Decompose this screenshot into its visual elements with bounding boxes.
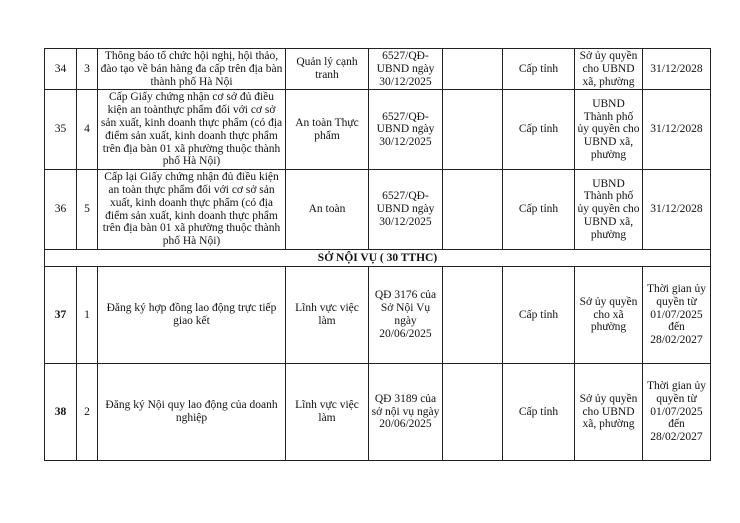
time-limit: 31/12/2028 bbox=[643, 170, 711, 250]
row-number: 37 bbox=[45, 266, 77, 363]
table-row bbox=[45, 90, 711, 170]
time-limit: 31/12/2028 bbox=[643, 90, 711, 170]
row-index: 3 bbox=[77, 49, 98, 90]
row-number: 38 bbox=[45, 363, 77, 460]
delegation: Sở ủy quyền cho xã phường bbox=[575, 266, 643, 363]
authority-level: Cấp tỉnh bbox=[503, 363, 575, 460]
delegation: Sở ủy quyền cho UBND xã, phường bbox=[575, 363, 643, 460]
procedure-name: Đăng ký Nội quy lao động của doanh nghiệp bbox=[98, 363, 286, 460]
blank-cell bbox=[443, 266, 503, 363]
row-number: 36 bbox=[45, 170, 77, 250]
procedure-field: Quản lý cạnh tranh bbox=[286, 49, 369, 90]
procedure-field: Lĩnh vực việc làm bbox=[286, 266, 369, 363]
authority-level: Cấp tỉnh bbox=[503, 49, 575, 90]
row-index: 4 bbox=[77, 90, 98, 170]
row-index: 1 bbox=[77, 266, 98, 363]
table-row bbox=[45, 49, 711, 90]
blank-cell bbox=[443, 90, 503, 170]
procedure-name: Đăng ký hợp đồng lao động trực tiếp giao kết bbox=[98, 266, 286, 363]
row-number: 34 bbox=[45, 49, 77, 90]
procedure-field: An toàn Thực phẩm bbox=[286, 90, 369, 170]
procedures-table bbox=[44, 48, 711, 461]
time-limit: 31/12/2028 bbox=[643, 49, 711, 90]
authority-level: Cấp tỉnh bbox=[503, 90, 575, 170]
delegation: UBND Thành phố ủy quyền cho UBND xã, phường bbox=[575, 90, 643, 170]
time-limit: Thời gian ủy quyền từ 01/07/2025 đến 28/02/2027 bbox=[643, 266, 711, 363]
procedure-name: Cấp lại Giấy chứng nhận đủ điều kiện an toàn thực phẩm đối với cơ sở sản xuất, kinh doanh thực phẩm (có địa điểm sản xuất, kinh doanh thực phẩm trên địa bàn 01 xã phường thuộc thành phố Hà Nội) bbox=[98, 170, 286, 250]
authority-level: Cấp tỉnh bbox=[503, 266, 575, 363]
row-index: 5 bbox=[77, 170, 98, 250]
authority-level: Cấp tỉnh bbox=[503, 170, 575, 250]
row-index: 2 bbox=[77, 363, 98, 460]
procedure-name: Cấp Giấy chứng nhận cơ sở đủ điều kiện an toànthực phẩm đối với cơ sở sản xuất, kinh doanh thực phẩm (có địa điểm sản xuất, kinh doanh thực phẩm trên địa bàn 01 xã phường thuộc thành phố Hà Nội) bbox=[98, 90, 286, 170]
delegation: Sở ủy quyền cho UBND xã, phường bbox=[575, 49, 643, 90]
blank-cell bbox=[443, 49, 503, 90]
procedure-field: Lĩnh vực việc làm bbox=[286, 363, 369, 460]
decision-ref: 6527/QĐ-UBND ngày 30/12/2025 bbox=[369, 90, 443, 170]
row-number: 35 bbox=[45, 90, 77, 170]
decision-ref: QĐ 3189 của sở nội vụ ngày 20/06/2025 bbox=[369, 363, 443, 460]
delegation: UBND Thành phố ủy quyền cho UBND xã, phường bbox=[575, 170, 643, 250]
section-row bbox=[45, 249, 711, 266]
table-row bbox=[45, 363, 711, 460]
procedure-name: Thông báo tổ chức hội nghị, hội thảo, đào tạo về bán hàng đa cấp trên địa bàn thành phố Hà Nội bbox=[98, 49, 286, 90]
blank-cell bbox=[443, 363, 503, 460]
procedure-field: An toàn bbox=[286, 170, 369, 250]
decision-ref: QĐ 3176 của Sở Nội Vụ ngày 20/06/2025 bbox=[369, 266, 443, 363]
blank-cell bbox=[443, 170, 503, 250]
decision-ref: 6527/QĐ-UBND ngày 30/12/2025 bbox=[369, 170, 443, 250]
section-title: SỞ NỘI VỤ ( 30 TTHC) bbox=[45, 249, 711, 266]
time-limit: Thời gian ủy quyền từ 01/07/2025 đến 28/02/2027 bbox=[643, 363, 711, 460]
decision-ref: 6527/QĐ-UBND ngày 30/12/2025 bbox=[369, 49, 443, 90]
table-row bbox=[45, 170, 711, 250]
table-row bbox=[45, 266, 711, 363]
